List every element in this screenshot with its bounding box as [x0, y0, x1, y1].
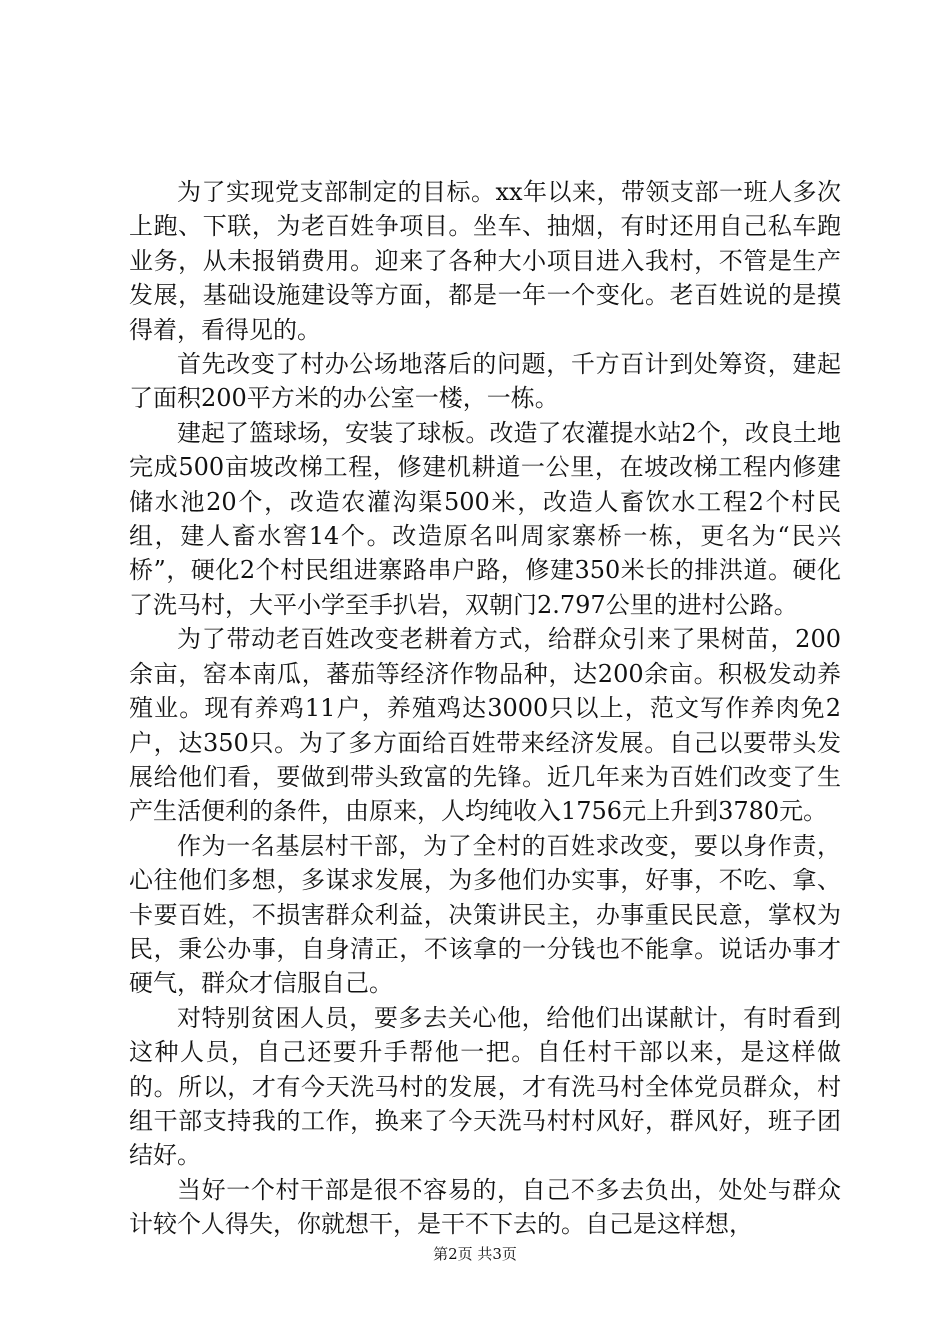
paragraph-1: 为了实现党支部制定的目标。xx年以来，带领支部一班人多次上跑、下联，为老百姓争项目。坐车、抽烟，有时还用自己私车跑业务，从未报销费用。迎来了各种大小项目进入我村，不管是生产发展，基础设施建设等方面，都是一年一个变化。老百姓说的是摸得着，看得见的。 — [129, 178, 841, 344]
paragraph-3: 建起了篮球场，安装了球板。改造了农灌提水站2个，改良土地完成500亩坡改梯工程，修建机耕道一公里，在坡改梯工程内修建储水池20个，改造农灌沟渠500米，改造人畜饮水工程2个村民组，建人畜水窖14个。改造原名叫周家寨桥一栋，更名为“民兴桥”，硬化2个村民组进寨路串户路，修建350米长的排洪道。硬化了洗马村，大平小学至手扒岩，双朝门2.797公里的进村公路。 — [129, 418, 841, 619]
paragraph-7: 当好一个村干部是很不容易的，自己不多去负出，处处与群众计较个人得失，你就想干，是干不下去的。自己是这样想， — [129, 1175, 841, 1239]
paragraph-5: 作为一名基层村干部，为了全村的百姓求改变，要以身作责，心往他们多想，多谋求发展，为多他们办实事，好事，不吃、拿、卡要百姓，不损害群众利益，决策讲民主，办事重民民意，掌权为民，秉公办事，自身清正，不该拿的一分钱也不能拿。说话办事才硬气，群众才信服自己。 — [129, 831, 841, 998]
page-number-footer: 第2页 共3页 — [433, 1245, 517, 1263]
paragraph-2: 首先改变了村办公场地落后的问题，千方百计到处筹资，建起了面积200平方米的办公室一楼，一栋。 — [129, 350, 841, 413]
paragraph-6: 对特别贫困人员，要多去关心他，给他们出谋献计，有时看到这种人员，自己还要升手帮他一把。自任村干部以来，是这样做的。所以，才有今天洗马村的发展，才有洗马村全体党员群众，村组干部支持我的工作，换来了今天洗马村村风好，群风好，班子团结好。 — [129, 1003, 841, 1170]
document-body — [129, 175, 841, 1242]
paragraph-4: 为了带动老百姓改变老耕着方式，给群众引来了果树苗，200余亩，窑本南瓜，蕃茄等经济作物品种，达200余亩。积极发动养殖业。现有养鸡11户，养殖鸡达3000只以上，范文写作养肉免2户，达350只。为了多方面给百姓带来经济发展。自己以要带头发展给他们看，要做到带头致富的先锋。近几年来为百姓们改变了生产生活便利的条件，由原来，人均纯收入1756元上升到3780元。 — [129, 625, 841, 826]
